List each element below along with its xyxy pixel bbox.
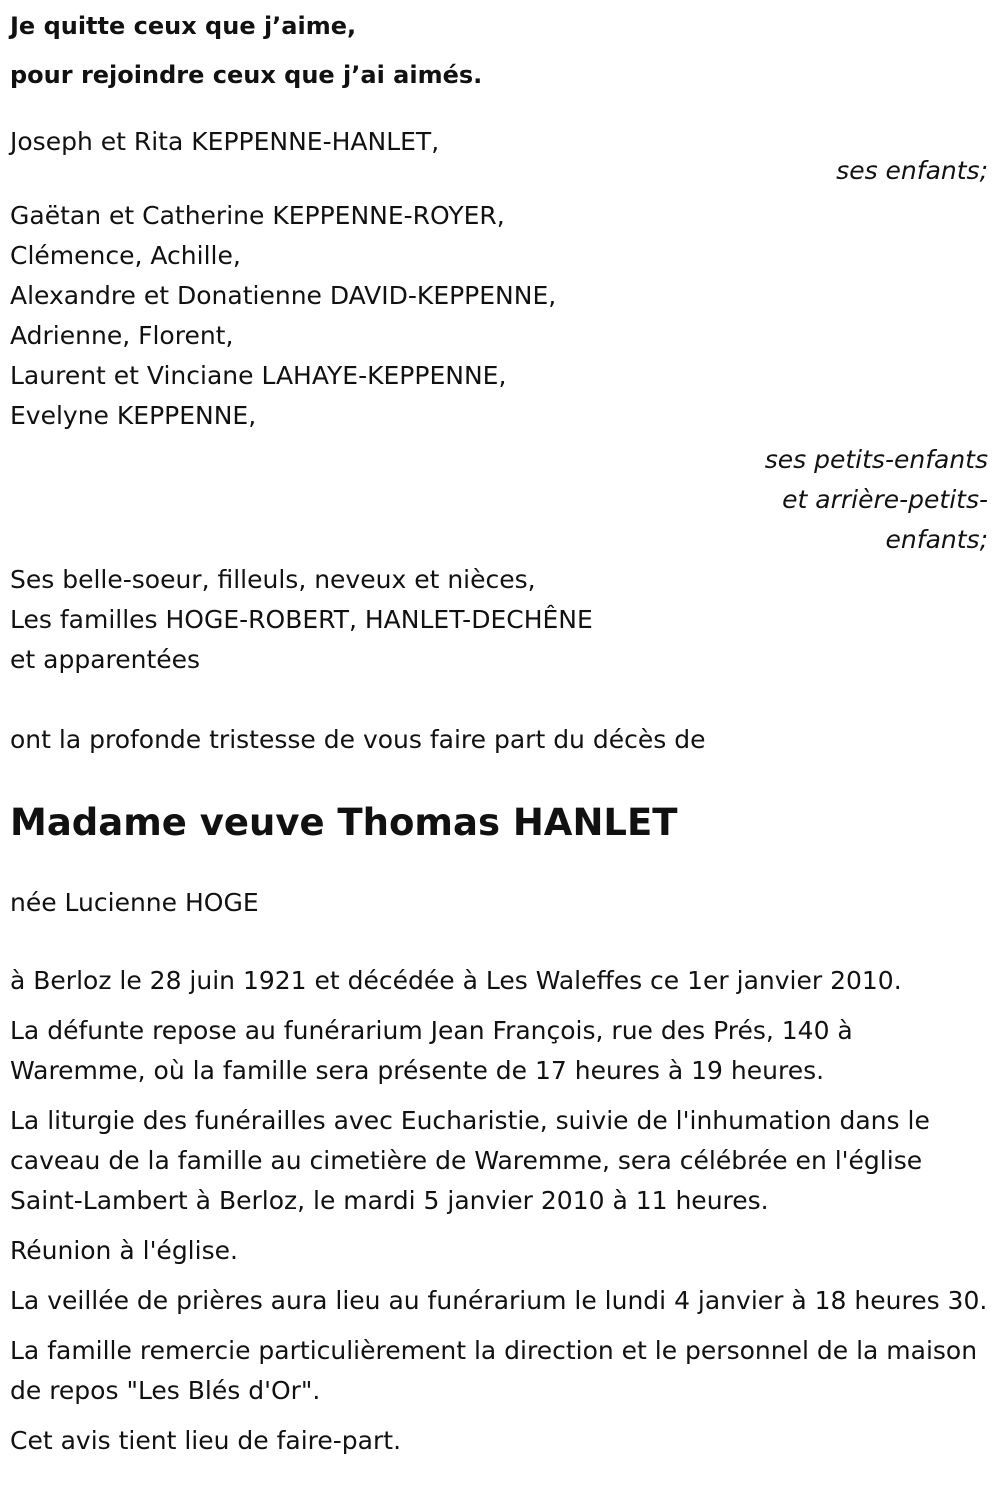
grandchild-name: Evelyne KEPPENNE, — [10, 401, 257, 430]
family-line: et apparentées — [10, 645, 201, 674]
grandchild-name: Alexandre et Donatienne DAVID-KEPPENNE, — [10, 281, 557, 310]
birth-death-paragraph: à Berloz le 28 juin 1921 et décédée à Les Waleffes ce 1er janvier 2010. — [10, 966, 902, 995]
grandchildren-role-line: et arrière-petits- — [782, 485, 988, 514]
children-role: ses enfants; — [836, 156, 988, 185]
grandchild-name: Laurent et Vinciane LAHAYE-KEPPENNE, — [10, 361, 507, 390]
grandchildren-role-line: ses petits-enfants — [764, 445, 988, 474]
grandchild-name: Gaëtan et Catherine KEPPENNE-ROYER, — [10, 201, 505, 230]
funeral-paragraph: La liturgie des funérailles avec Eucharistie, suivie de l'inhumation dans le caveau de la famille au cimetière de Waremme, sera célébrée en l'église Saint-Lambert à Berloz, le mardi 5 janvier 2010 à 11 heures. — [10, 1106, 930, 1215]
opening-quote — [10, 2, 990, 100]
obituary-notice — [0, 2, 1000, 1503]
quote-line-1: Je quitte ceux que j’aime, — [10, 12, 357, 40]
family-line: Les familles HOGE-ROBERT, HANLET-DECHÊNE — [10, 605, 593, 634]
grandchildren-role-line: enfants; — [885, 525, 988, 554]
grandchildren-block — [10, 196, 990, 560]
birth-name: née Lucienne HOGE — [10, 888, 259, 917]
vigil-paragraph: La veillée de prières aura lieu au funérarium le lundi 4 janvier à 18 heures 30. — [10, 1286, 988, 1315]
grandchild-name: Adrienne, Florent, — [10, 321, 234, 350]
quote-line-2: pour rejoindre ceux que j’ai aimés. — [10, 61, 483, 89]
deceased-name: Madame veuve Thomas HANLET — [10, 801, 678, 844]
children-block — [10, 122, 990, 184]
extended-family-block — [10, 560, 990, 680]
meeting-paragraph: Réunion à l'église. — [10, 1236, 238, 1265]
announcement-text: ont la profonde tristesse de vous faire part du décès de — [10, 725, 706, 754]
children-name: Joseph et Rita KEPPENNE-HANLET, — [10, 127, 440, 156]
family-line: Ses belle-soeur, filleuls, neveux et nièces, — [10, 565, 536, 594]
grandchild-name: Clémence, Achille, — [10, 241, 241, 270]
repose-paragraph: La défunte repose au funérarium Jean François, rue des Prés, 140 à Waremme, où la famille sera présente de 17 heures à 19 heures. — [10, 1016, 853, 1085]
thanks-paragraph: La famille remercie particulièrement la direction et le personnel de la maison de repos "Les Blés d'Or". — [10, 1336, 978, 1405]
grandchildren-role — [10, 440, 990, 560]
details — [10, 961, 990, 1461]
closing-paragraph: Cet avis tient lieu de faire-part. — [10, 1426, 402, 1455]
